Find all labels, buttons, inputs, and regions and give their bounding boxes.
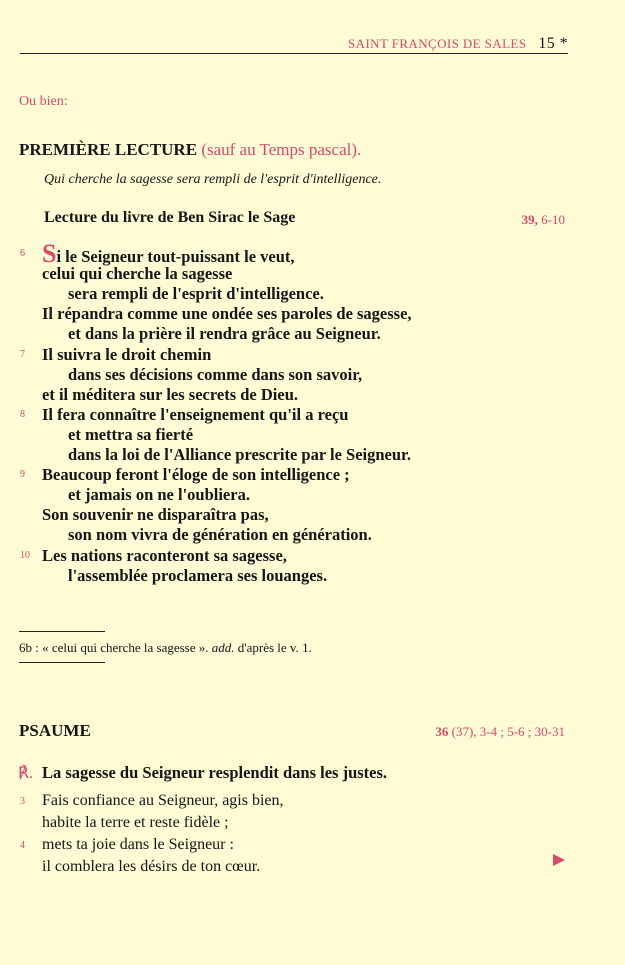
verse-line bbox=[42, 264, 232, 284]
verse-text: dans ses décisions comme dans son savoir, bbox=[68, 364, 363, 384]
verse-line bbox=[68, 284, 324, 304]
verse-line bbox=[68, 324, 381, 344]
psalm-verse-number: 4 bbox=[20, 840, 25, 851]
footnote-add: add. bbox=[211, 640, 235, 655]
psalm-heading: PSAUME bbox=[19, 721, 91, 740]
verse-line bbox=[42, 546, 287, 566]
psalm-line: mets ta joie dans le Seigneur : bbox=[42, 836, 234, 853]
verse-text: Les nations raconteront sa sagesse, bbox=[42, 545, 287, 565]
reading-label: PREMIÈRE LECTURE bbox=[19, 140, 198, 159]
verse-text: et dans la prière il rendra grâce au Seigneur. bbox=[68, 324, 381, 344]
reading-reference bbox=[522, 212, 565, 228]
response-symbol: ℟. bbox=[18, 765, 33, 782]
psalm-line: habite la terre et reste fidèle ; bbox=[42, 814, 229, 831]
verse-text: et il méditera sur les secrets de Dieu. bbox=[42, 384, 298, 404]
verse-text: Il suivra le droit chemin bbox=[42, 344, 212, 364]
verse-line bbox=[68, 445, 411, 465]
next-page-arrow-icon bbox=[553, 854, 565, 866]
verse-number: 9 bbox=[20, 469, 25, 481]
verse-text: et jamais on ne l'oubliera. bbox=[68, 485, 250, 505]
verse-line bbox=[42, 405, 348, 425]
psalm-ref-number: 36 bbox=[435, 724, 449, 739]
verse-number: 6 bbox=[20, 248, 25, 259]
verse-line bbox=[68, 525, 372, 545]
psalm-ref-verses: (37), 3-4 ; 5-6 ; 30-31 bbox=[451, 724, 565, 739]
verse-line bbox=[42, 385, 298, 405]
verse-text: sera rempli de l'esprit d'intelligence. bbox=[68, 284, 324, 304]
verse-number: 8 bbox=[20, 408, 25, 420]
verse-text: Il fera connaître l'enseignement qu'il a reçu bbox=[42, 404, 349, 424]
drop-cap: S bbox=[42, 239, 57, 268]
verse-text: l'assemblée proclamera ses louanges. bbox=[68, 565, 328, 585]
verse-line bbox=[68, 365, 362, 385]
verse-line bbox=[42, 505, 269, 525]
running-head bbox=[300, 35, 568, 53]
reading-rubric: (sauf au Temps pascal). bbox=[201, 140, 362, 159]
running-head-title: SAINT FRANÇOIS DE SALES bbox=[348, 36, 527, 51]
psalm-reference bbox=[435, 724, 565, 740]
footnote-rule-bottom bbox=[19, 662, 105, 663]
verse-text: Beaucoup feront l'éloge de son intelligence ; bbox=[42, 465, 350, 485]
reading-epigraph: Qui cherche la sagesse sera rempli de l'esprit d'intelligence. bbox=[44, 172, 382, 187]
verse-number: 7 bbox=[20, 348, 25, 360]
verse-text: Son souvenir ne disparaîtra pas, bbox=[42, 505, 269, 525]
psalm-line: il comblera les désirs de ton cœur. bbox=[42, 858, 261, 875]
footnote-rule-top bbox=[19, 631, 105, 632]
verse-text: Il répandra comme une ondée ses paroles de sagesse, bbox=[42, 304, 412, 324]
psalm-line: Fais confiance au Seigneur, agis bien, bbox=[42, 792, 284, 809]
verse-text: celui qui cherche la sagesse bbox=[42, 264, 233, 284]
footnote-text-end: d'après le v. 1. bbox=[234, 640, 312, 655]
verse-line bbox=[42, 465, 350, 485]
header-rule bbox=[20, 53, 568, 54]
reading-title: Lecture du livre de Ben Sirac le Sage bbox=[44, 209, 296, 226]
verse-text: son nom vivra de génération en génération. bbox=[68, 525, 372, 545]
verse-line bbox=[42, 304, 412, 324]
psalm-response: La sagesse du Seigneur resplendit dans les justes. bbox=[42, 763, 388, 782]
psalm-verse-number: 3 bbox=[20, 796, 25, 807]
verse-line bbox=[42, 345, 211, 365]
reading-ref-verses: 6-10 bbox=[541, 212, 565, 227]
reading-heading bbox=[19, 140, 361, 160]
footnote bbox=[19, 640, 312, 656]
intro-rubric: Ou bien: bbox=[19, 94, 68, 109]
verse-text: et mettra sa fierté bbox=[68, 424, 194, 444]
verse-line bbox=[68, 425, 193, 445]
verse-text: dans la loi de l'Alliance prescrite par le Seigneur. bbox=[68, 445, 411, 464]
verse-text: i le Seigneur tout-puissant le veut, bbox=[56, 247, 295, 266]
footnote-text: 6b : « celui qui cherche la sagesse ». bbox=[19, 640, 212, 655]
verse-number: 10 bbox=[20, 549, 30, 561]
reading-ref-chapter: 39, bbox=[521, 212, 538, 227]
verse-line bbox=[68, 566, 327, 586]
verse-line bbox=[68, 485, 250, 505]
page-number: 15 * bbox=[538, 35, 568, 52]
